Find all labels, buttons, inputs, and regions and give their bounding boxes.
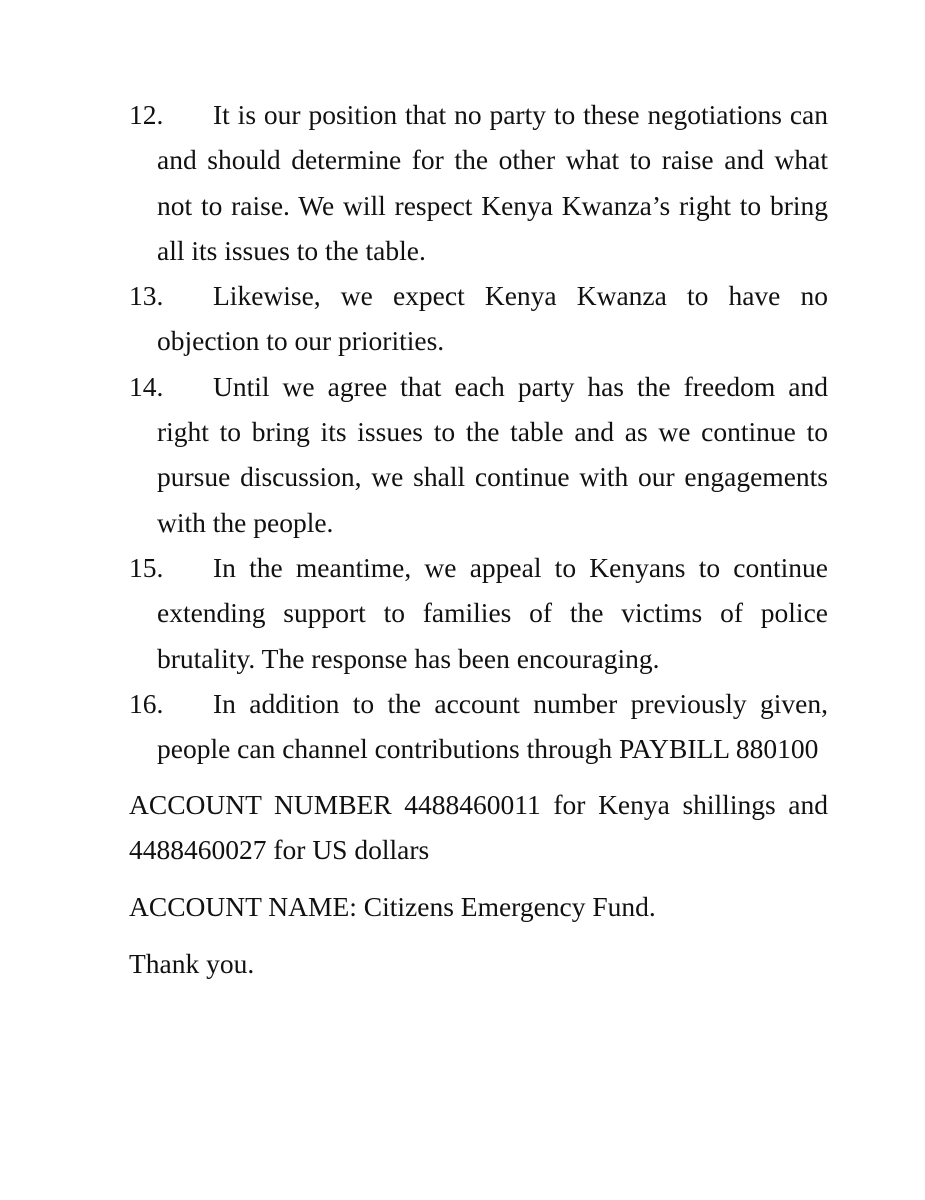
numbered-paragraph-16 <box>129 681 828 772</box>
paragraph-number: 16. <box>129 687 164 719</box>
account-number-paragraph: ACCOUNT NUMBER 4488460011 for Kenya shillings and 4488460027 for US dollars <box>129 789 828 866</box>
numbered-paragraph-12 <box>129 92 828 273</box>
numbered-paragraph-15 <box>129 545 828 681</box>
paragraph-text: Until we agree that each party has the freedom and right to bring its issues to the table and as we continue to pursue discussion, we shall continue with our engagements with the people. <box>157 370 828 538</box>
paragraph-number: 12. <box>129 99 164 130</box>
paragraph-text: Likewise, we expect Kenya Kwanza to have no objection to our priorities. <box>157 280 828 357</box>
numbered-paragraph-14 <box>129 364 828 545</box>
paragraph-number: 15. <box>129 551 164 583</box>
paragraph-number: 13. <box>129 280 164 312</box>
paragraph-text: In addition to the account number previously given, people can channel contributions through PAYBILL 880100 <box>157 687 828 765</box>
closing-line: Thank you. <box>129 948 255 980</box>
paragraph-text: In the meantime, we appeal to Kenyans to continue extending support to families of the victims of police brutality. The response has been encouraging. <box>157 551 828 674</box>
account-name-paragraph: ACCOUNT NAME: Citizens Emergency Fund. <box>129 891 656 923</box>
numbered-paragraph-13 <box>129 273 828 364</box>
paragraph-number: 14. <box>129 370 164 402</box>
paragraph-text: It is our position that no party to these negotiations can and should determine for the other what to raise and what not to raise. We will respect Kenya Kwanza’s right to bring all its issues to the table. <box>157 99 828 266</box>
document-body <box>129 92 828 986</box>
